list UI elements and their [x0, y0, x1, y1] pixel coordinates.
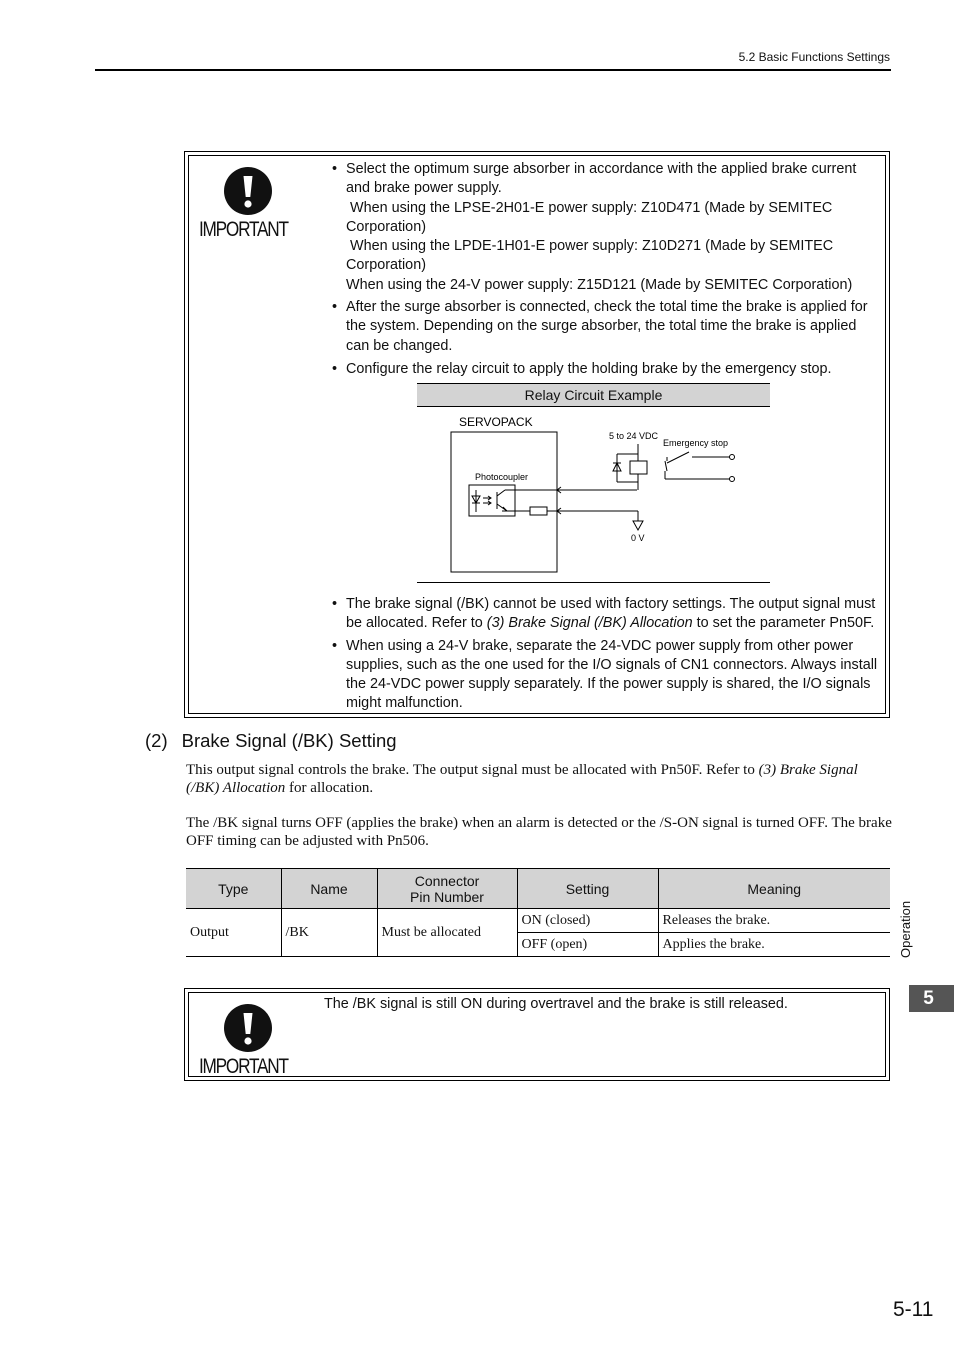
cell-meaning: Releases the brake.: [658, 909, 890, 933]
reference-link: (3) Brake Signal (/BK) Allocation: [486, 615, 693, 632]
important-box-2: [184, 988, 890, 1081]
paragraph-bk-off: The /BK signal turns OFF (applies the brake) when an alarm is detected or the /S-ON signal is turned OFF. The brake OFF timing can be adjusted with Pn506.: [186, 815, 892, 849]
bullet-text: When using the LPSE-2H01-E power supply: Z10D471 (Made by SEMITEC Corporation): [346, 199, 837, 235]
header-connector-pin: [377, 869, 517, 909]
emergency-stop-label: Emergency stop: [663, 438, 729, 448]
header-setting: Setting: [517, 869, 658, 909]
page-number: 5-11: [893, 1298, 934, 1321]
header-type: Type: [186, 869, 281, 909]
paragraph-text: This output signal controls the brake. The output signal must be allocated with Pn50F. Refer to: [186, 762, 759, 778]
relay-circuit-diagram: [417, 408, 770, 582]
paragraph-text: for allocation.: [285, 779, 374, 796]
important-box-inner: [188, 992, 886, 1077]
header-meaning: Meaning: [658, 869, 890, 909]
section-title: Brake Signal (/BK) Setting: [181, 730, 397, 751]
cell-name: /BK: [281, 909, 377, 957]
photocoupler-label: Photocoupler: [475, 472, 529, 482]
exclamation-icon: [223, 166, 273, 216]
chapter-side-label: Operation: [898, 900, 913, 958]
bullet-brake-signal: [331, 595, 883, 634]
chapter-tab: 5: [909, 985, 954, 1012]
bullet-text: When using the LPDE-1H01-E power supply: Z10D271 (Made by SEMITEC Corporation): [346, 238, 838, 274]
important-bullet-list: [331, 160, 883, 382]
bullet-text: When using the 24-V power supply: Z15D121 (Made by SEMITEC Corporation): [346, 276, 853, 293]
bullet-text: The brake signal (/BK) cannot be used with factory settings. The output signal must be allocated. Refer to: [346, 596, 876, 632]
cell-setting: OFF (open): [517, 933, 658, 957]
relay-figure-title: Relay Circuit Example: [417, 383, 770, 407]
table-row: [186, 909, 890, 933]
section-number: (2): [145, 730, 168, 751]
brake-signal-table: [186, 868, 890, 957]
reference-link: (3) Brake Signal (/BK) Allocation: [186, 762, 858, 796]
bullet-total-time: • After the surge absorber is connected, check the total time the brake is applied for the system. Depending on the surge absorber, the total time the brake is applied can be changed.: [331, 298, 883, 356]
exclamation-icon: [223, 1003, 273, 1053]
bullet-text: • Select the optimum surge absorber in accordance with the applied brake current and brake power supply.: [346, 161, 857, 197]
zero-v-label: 0 V: [631, 533, 645, 543]
servopack-box: [451, 432, 557, 572]
cell-type: Output: [186, 909, 281, 957]
supply-label: 5 to 24 VDC: [609, 431, 659, 441]
header-name: Name: [281, 869, 377, 909]
important-label: IMPORTANT: [199, 1055, 288, 1078]
cell-pin: Must be allocated: [377, 909, 517, 957]
important-label: IMPORTANT: [199, 218, 288, 241]
important-bullet-list-2: [331, 595, 883, 717]
important-text: The /BK signal is still ON during overtravel and the brake is still released.: [324, 996, 788, 1012]
cell-setting: ON (closed): [517, 909, 658, 933]
header-connector-pin-text: Connector Pin Number: [410, 872, 484, 905]
cell-meaning: Applies the brake.: [658, 933, 890, 957]
section-heading: [145, 730, 397, 752]
running-header: 5.2 Basic Functions Settings: [738, 50, 890, 64]
bullet-text: to set the parameter Pn50F.: [692, 615, 875, 632]
servopack-label: SERVOPACK: [459, 415, 533, 429]
table-header-row: [186, 869, 890, 909]
paragraph-output-signal: [186, 762, 892, 797]
bullet-relay-circuit: • Configure the relay circuit to apply the holding brake by the emergency stop.: [331, 360, 883, 379]
relay-figure-rule: [417, 582, 770, 583]
bullet-24v-brake: • When using a 24-V brake, separate the 24-VDC power supply from other power supplies, such as the one used for the I/O signals of CN1 connectors. Always install the 24-VDC power supply separately. If the power supply is shared, the I/O signals might malfunction.: [331, 637, 883, 714]
header-rule: [95, 69, 891, 71]
bullet-surge-absorber: [331, 160, 883, 295]
